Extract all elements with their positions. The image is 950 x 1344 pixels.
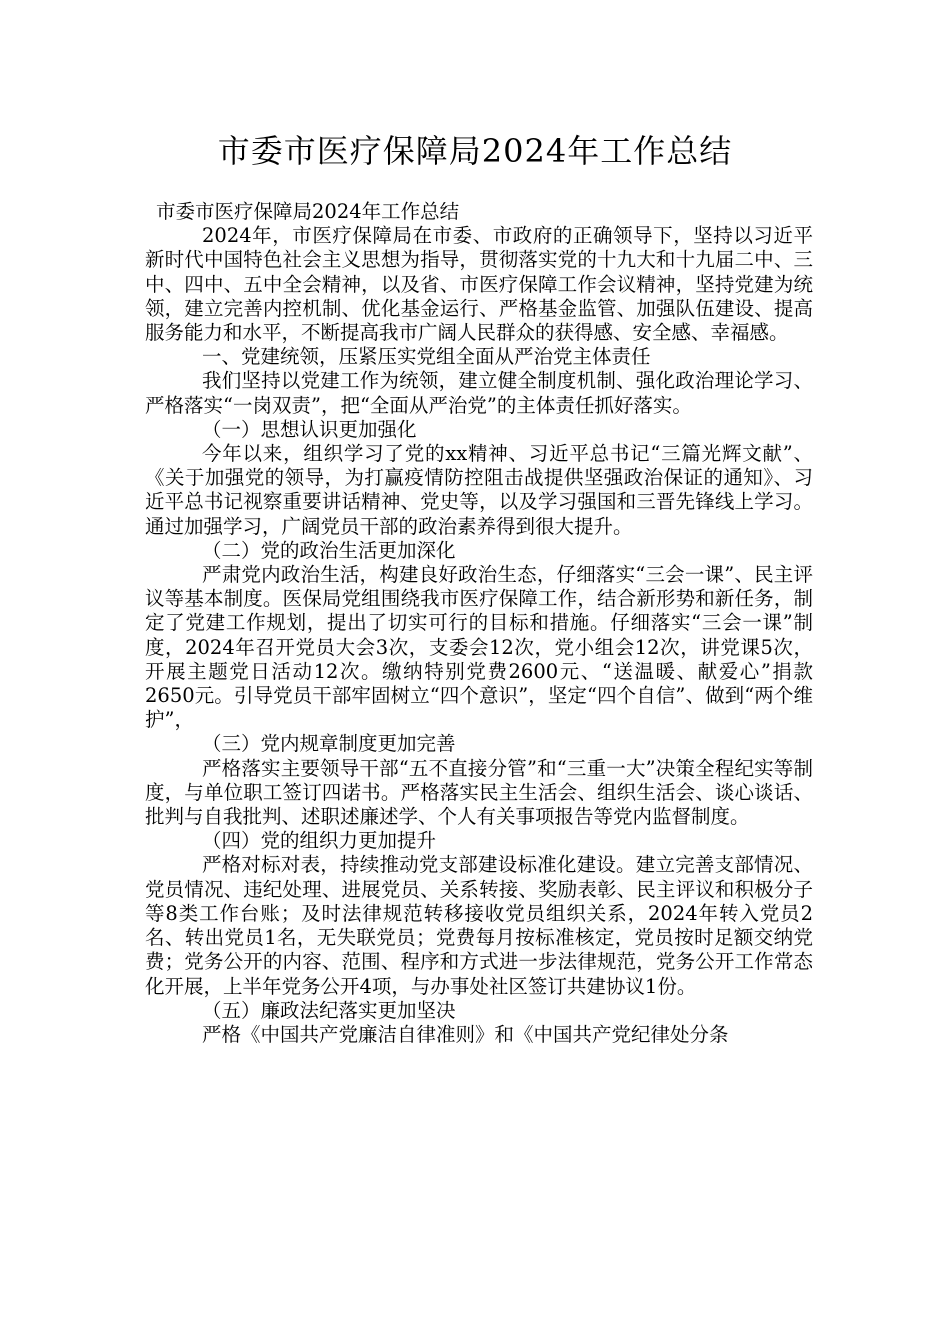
subsection-heading: （三）党内规章制度更加完善: [202, 732, 456, 756]
body-paragraph: 严格对标对表，持续推动党支部建设标准化建设。建立完善支部情况、党员情况、违纪处理、进展党员、关系转接、奖励表彰、民主评议和积极分子等8类工作台账；及时法律规范转移接收党员组织关系，2024年转入党员2名、转出党员1名，无失联党员；党费每月按标准核定，党员按时足额交纳党费；党务公开的内容、范围、程序和方式进一步法律规范，党务公开工作常态化开展，上半年党务公开4项，与办事处社区签订共建协议1份。: [145, 853, 813, 998]
body-paragraph: 严肃党内政治生活，构建良好政治生态，仔细落实“三会一课”、民主评议等基本制度。医保局党组围绕我市医疗保障工作，结合新形势和新任务，制定了党建工作规划，提出了切实可行的目标和措施。仔细落实“三会一课”制度，2024年召开党员大会3次，支委会12次，党小组会12次，讲党课5次，开展主题党日活动12次。缴纳特别党费2600元、“送温暖、献爱心”捐款2650元。引导党员干部牢固树立“四个意识”，坚定“四个自信”、做到“两个维护”，: [145, 563, 813, 732]
document-title: 市委市医疗保障局2024年工作总结: [217, 132, 733, 170]
section-heading: 一、党建统领，压紧压实党组全面从严治党主体责任: [202, 345, 651, 369]
body-paragraph: 2024年，市医疗保障局在市委、市政府的正确领导下，坚持以习近平新时代中国特色社会主义思想为指导，贯彻落实党的十九大和十九届二中、三中、四中、五中全会精神，以及省、市医疗保障工作会议精神，坚持党建为统领，建立完善内控机制、优化基金运行、严格基金监管、加强队伍建设、提高服务能力和水平，不断提高我市广阔人民群众的获得感、安全感、幸福感。: [145, 224, 813, 345]
subsection-heading: （五）廉政法纪落实更加坚决: [202, 998, 456, 1022]
body-paragraph: 严格《中国共产党廉洁自律准则》和《中国共产党纪律处分条: [202, 1022, 729, 1046]
subsection-heading: （四）党的组织力更加提升: [202, 829, 437, 853]
body-paragraph: 今年以来，组织学习了党的xx精神、习近平总书记“三篇光辉文献”、《关于加强党的领导，为打赢疫情防控阻击战提供坚强政治保证的通知》、习近平总书记视察重要讲话精神、党史等，以及学习强国和三晋先锋线上学习。通过加强学习，广阔党员干部的政治素养得到很大提升。: [145, 442, 813, 538]
subsection-heading: （一）思想认识更加强化: [202, 417, 417, 441]
body-paragraph: 严格落实主要领导干部“五不直接分管”和“三重一大”决策全程纪实等制度，与单位职工签订四诺书。严格落实民主生活会、组织生活会、谈心谈话、批判与自我批判、述职述廉述学、个人有关事项报告等党内监督制度。: [145, 756, 813, 829]
document-body: [145, 200, 813, 1047]
document-subtitle: 市委市医疗保障局2024年工作总结: [156, 200, 460, 223]
body-paragraph: 我们坚持以党建工作为统领，建立健全制度机制、强化政治理论学习、严格落实“一岗双责”，把“全面从严治党”的主体责任抓好落实。: [145, 369, 813, 417]
subsection-heading: （二）党的政治生活更加深化: [202, 538, 456, 562]
